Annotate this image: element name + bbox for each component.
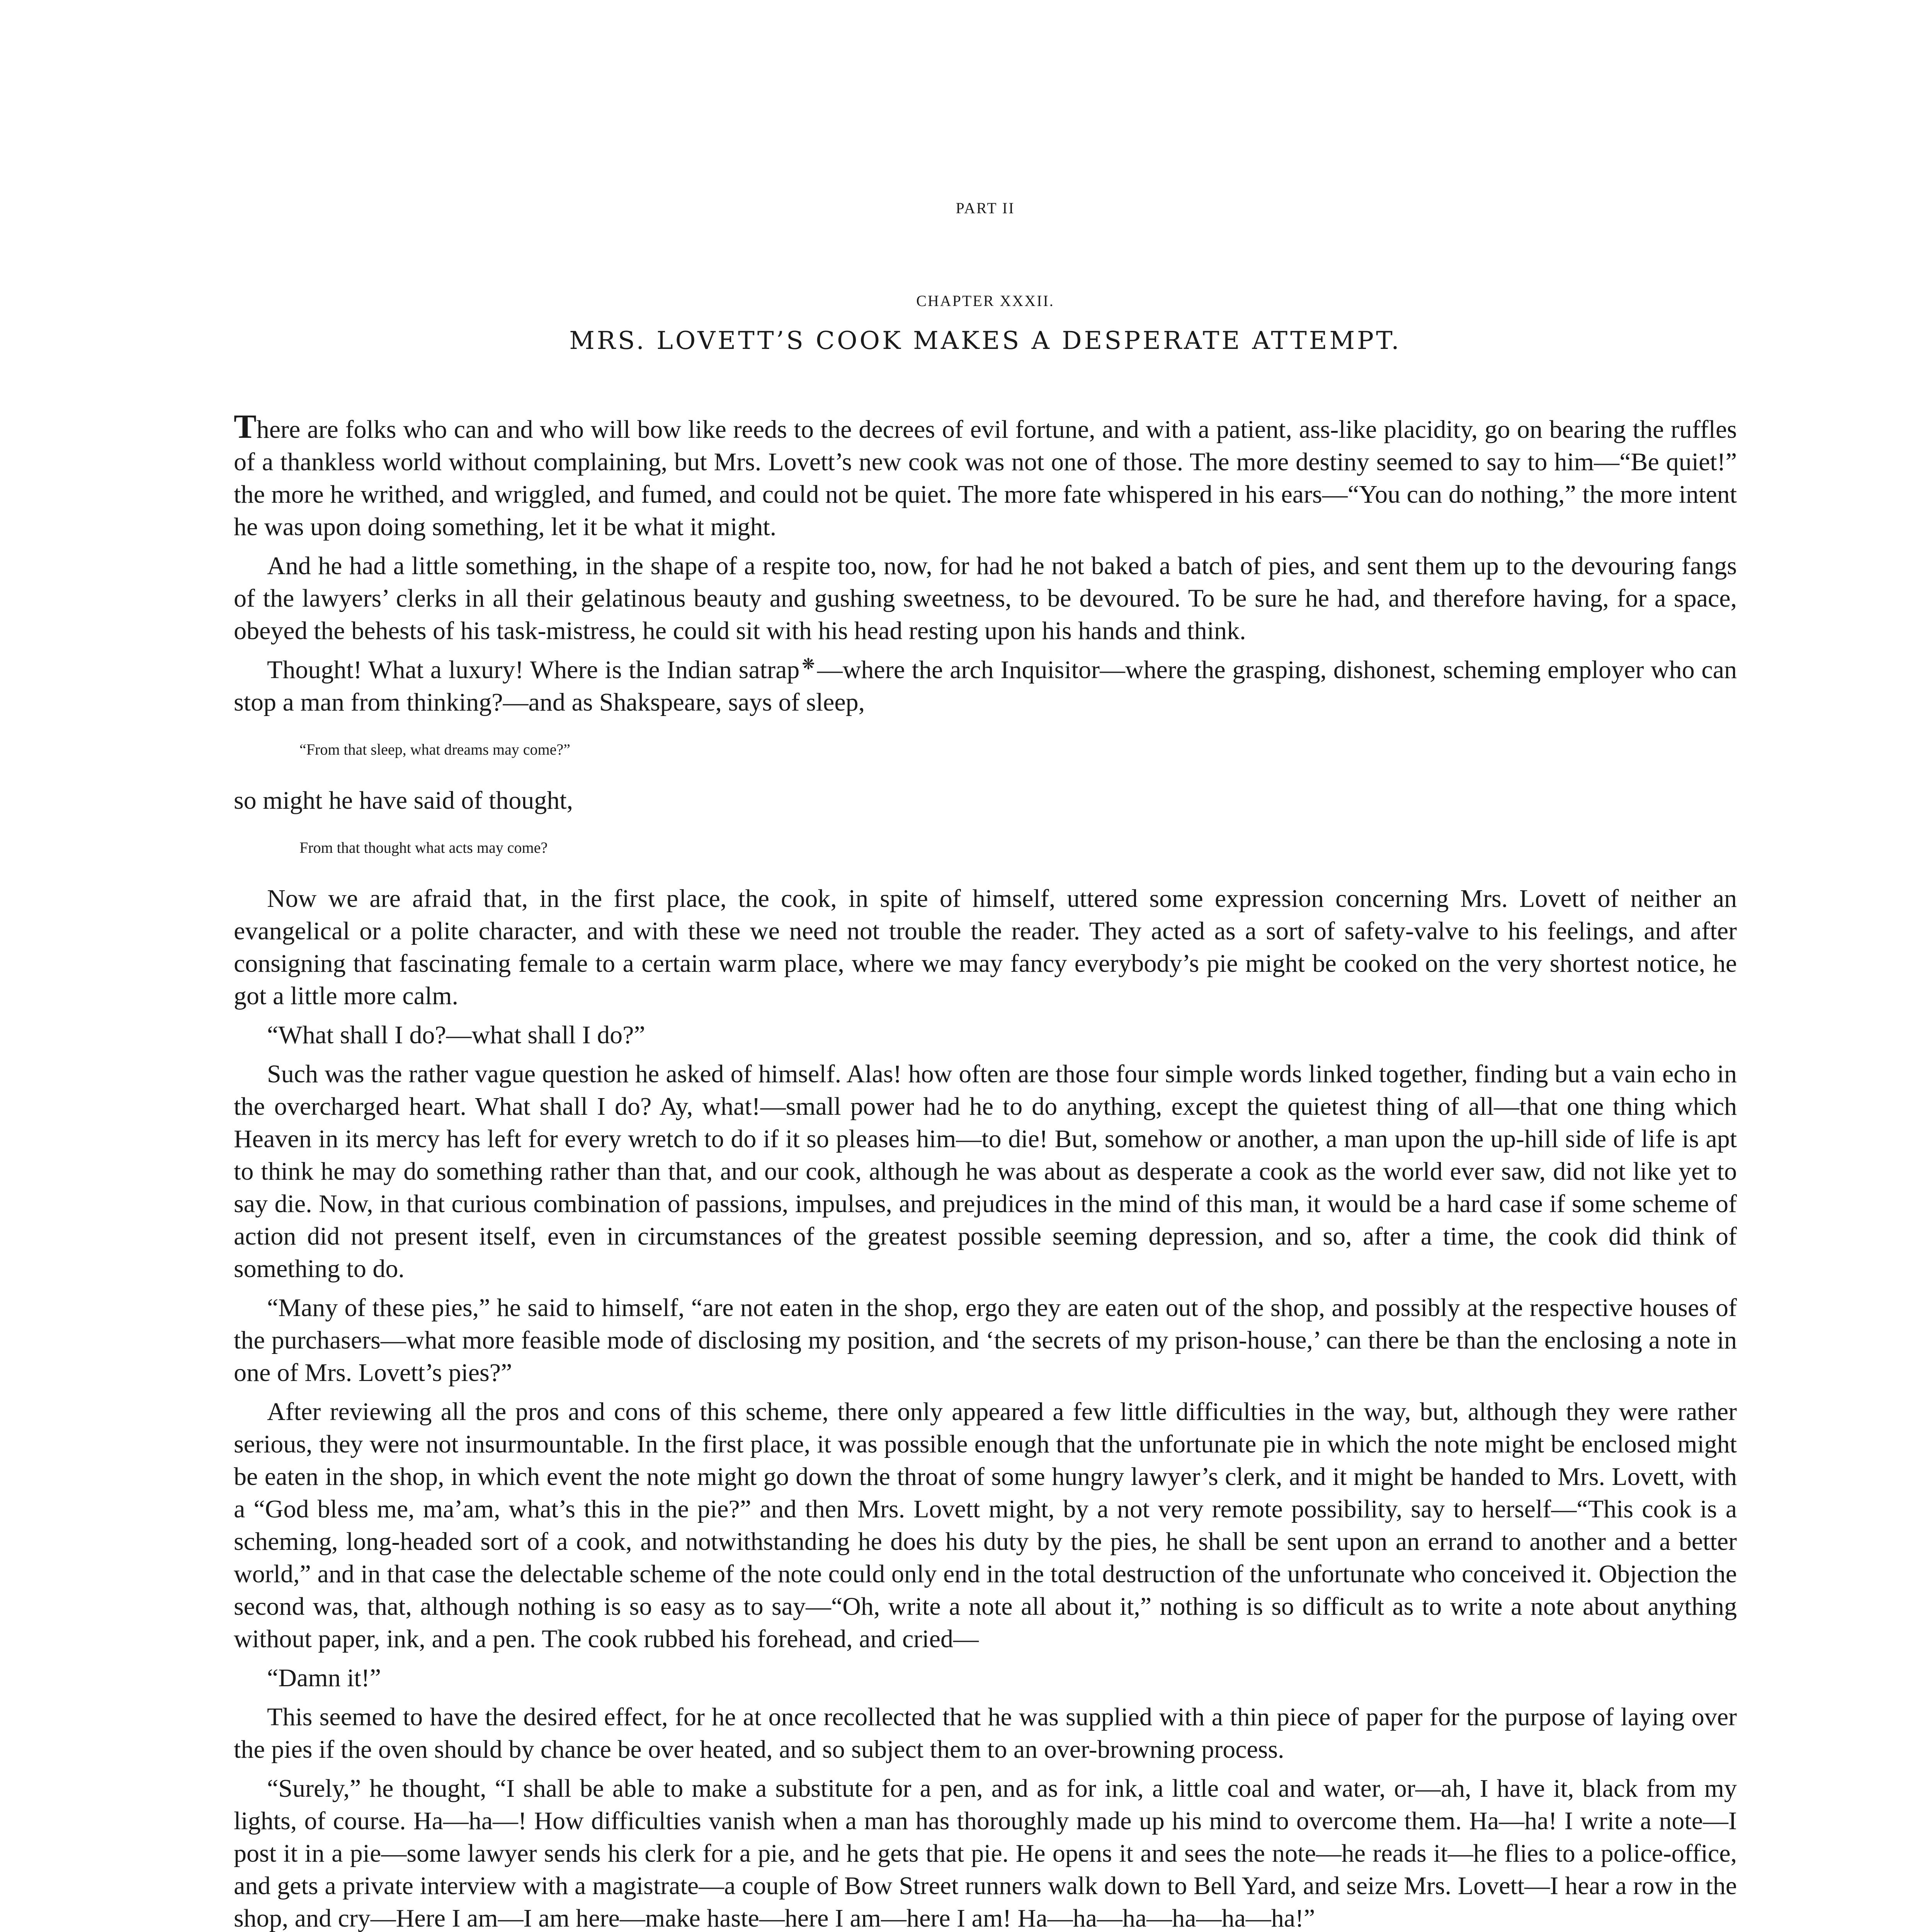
paragraph: so might he have said of thought, [234, 786, 573, 815]
paragraph: This seemed to have the desired effect, for he at once recollected that he was supplied with a thin piece of paper for the purpose of laying over the pies if the oven should by chance be over heated, and so subject them to an over-browning process. [234, 1703, 1737, 1764]
footnote-marker-icon[interactable]: ❋ [802, 655, 815, 673]
paragraph: “What shall I do?—what shall I do?” [267, 1021, 645, 1049]
drop-cap: T [234, 408, 257, 446]
block-quote: “From that sleep, what dreams may come?” [299, 741, 570, 758]
paragraph: “Surely,” he thought, “I shall be able to make a substitute for a pen, and as for ink, a little coal and water, or—ah, I have it, black from my lights, of course. Ha—ha—! How difficulties vanish when a man has thoroughly made up his mind to overcome them. Ha—ha! I write a note—I post it in a pie—some lawyer sends his clerk for a pie, and he gets that pie. He opens it and sees the note—he reads it—he flies to a police-office, and gets a private interview with a magistrate—a couple of Bow Street runners walk down to Bell Yard, and seize Mrs. Lovett—I hear a row in the shop, and cry—Here I am—I am here—make haste—here I am—here I am! Ha—ha—ha—ha—ha—ha!” [234, 1774, 1737, 1932]
chapter-label: CHAPTER XXXII. [916, 292, 1054, 310]
chapter-text [234, 408, 1737, 1932]
block-quote: From that thought what acts may come? [299, 839, 548, 856]
paragraph: Now we are afraid that, in the first place, the cook, in spite of himself, uttered some expression concerning Mrs. Lovett of neither an evangelical or a polite character, and with these we need not trouble the reader. They acted as a sort of safety-valve to his feelings, and after consigning that fascinating female to a certain warm place, where we may fancy everybody’s pie might be cooked on the very shortest notice, he got a little more calm. [234, 884, 1737, 1010]
part-label: PART II [956, 199, 1015, 217]
paragraph: And he had a little something, in the shape of a respite too, now, for had he not baked a batch of pies, and sent them up to the devouring fangs of the lawyers’ clerks in all their gelatinous beauty and gushing sweetness, to be devoured. To be sure he had, and therefore having, for a space, obeyed the behests of his task-mistress, he could sit with his head resting upon his hands and think. [234, 552, 1737, 645]
paragraph: After reviewing all the pros and cons of this scheme, there only appeared a few little difficulties in the way, but, although they were rather serious, they were not insurmountable. In the first place, it was possible enough that the unfortunate pie in which the note might be enclosed might be eaten in the shop, in which event the note might go down the throat of some hungry lawyer’s clerk, and it might be handed to Mrs. Lovett, with a “God bless me, ma’am, what’s this in the pie?” and then Mrs. Lovett might, by a not very remote possibility, say to herself—“This cook is a scheming, long-headed sort of a cook, and notwithstanding he does his duty by the pies, he shall be sent upon an errand to another and a better world,” and in that case the delectable scheme of the note could only end in the total destruction of the unfortunate who conceived it. Objection the second was, that, although nothing is so easy as to say—“Oh, write a note all about it,” nothing is so difficult as to write a note about anything without paper, ink, and a pen. The cook rubbed his forehead, and cried— [234, 1398, 1737, 1653]
paragraph: There are folks who can and who will bow like reeds to the decrees of evil fortune, and with a patient, ass-like placidity, go on bearing the ruffles of a thankless world without complaining, but Mrs. Lovett’s new cook was not one of those. The more destiny seemed to say to him—“Be quiet!” the more he writhed, and wriggled, and fumed, and could not be quiet. The more fate whispered in his ears—“You can do nothing,” the more intent he was upon doing something, let it be what it might. [234, 408, 1737, 541]
chapter-title: MRS. LOVETT’S COOK MAKES A DESPERATE ATTEMPT. [569, 327, 1401, 355]
paragraph: Thought! What a luxury! Where is the Indian satrap ❋—where the arch Inquisitor—where the grasping, dishonest, scheming employer who can stop a man from thinking?—and as Shakspeare, says of sleep, [234, 655, 1737, 716]
paragraph: Such was the rather vague question he asked of himself. Alas! how often are those four simple words linked together, finding but a vain echo in the overcharged heart. What shall I do? Ay, what!—small power had he to do anything, except the quietest thing of all—that one thing which Heaven in its mercy has left for every wretch to do if it so pleases him—to die! But, somehow or another, a man upon the up-hill side of life is apt to think he may do something rather than that, and our cook, although he was about as desperate a cook as the world ever saw, did not like yet to say die. Now, in that curious combination of passions, impulses, and prejudices in the mind of this man, it would be a hard case if some scheme of action did not present itself, even in circumstances of the greatest possible seeming depression, and so, after a time, the cook did think of something to do. [234, 1060, 1737, 1283]
paragraph: “Many of these pies,” he said to himself, “are not eaten in the shop, ergo they are eaten out of the shop, and possibly at the respective houses of the purchasers—what more feasible mode of disclosing my position, and ‘the secrets of my prison-house,’ can there be than the enclosing a note in one of Mrs. Lovett’s pies?” [234, 1294, 1737, 1387]
paragraph: “Damn it!” [267, 1664, 381, 1692]
